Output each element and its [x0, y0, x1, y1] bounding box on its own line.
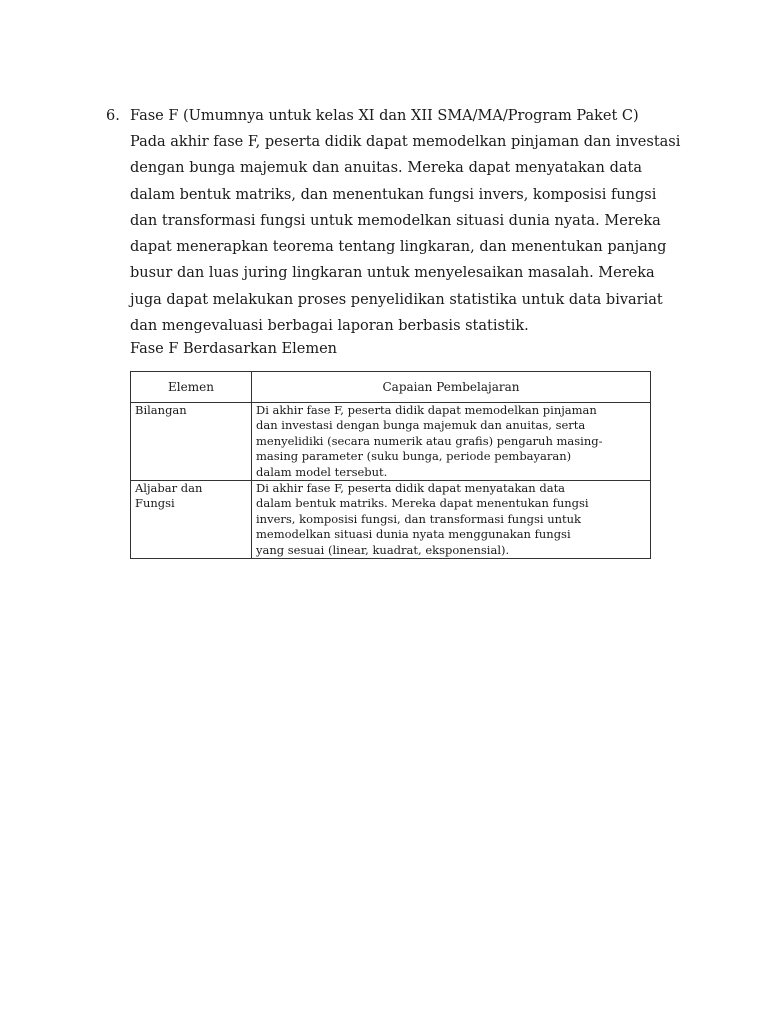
paragraph-line: dengan bunga majemuk dan anuitas. Mereka dapat menyatakan data	[130, 160, 642, 177]
table-row	[131, 481, 651, 559]
section-heading: Fase F (Umumnya untuk kelas XI dan XII SMA/MA/Program Paket C)	[130, 108, 639, 124]
capaian-line: Di akhir fase F, peserta didik dapat menyatakan data	[256, 481, 566, 496]
paragraph-line: dan mengevaluasi berbagai laporan berbasis statistik.	[130, 318, 529, 335]
section-paragraph	[130, 129, 681, 339]
elemen-line: Fungsi	[135, 496, 175, 511]
capaian-line: Di akhir fase F, peserta didik dapat memodelkan pinjaman	[256, 403, 597, 417]
capaian-line: memodelkan situasi dunia nyata menggunakan fungsi	[256, 527, 571, 542]
paragraph-line: dan transformasi fungsi untuk memodelkan situasi dunia nyata. Mereka	[130, 212, 661, 229]
paragraph-line: juga dapat melakukan proses penyelidikan statistika untuk data bivariat	[130, 291, 663, 308]
capaian-line: dalam model tersebut.	[256, 464, 388, 479]
table-caption: Fase F Berdasarkan Elemen	[130, 341, 337, 357]
capaian-line: dalam bentuk matriks. Mereka dapat menentukan fungsi	[256, 496, 589, 511]
cell-capaian	[252, 481, 651, 559]
paragraph-line: dapat menerapkan teorema tentang lingkaran, dan menentukan panjang	[130, 239, 667, 256]
header-elemen: Elemen	[131, 372, 252, 403]
section-number: 6.	[106, 108, 120, 124]
capaian-line: masing parameter (suku bunga, periode pembayaran)	[256, 449, 572, 464]
table-header-row	[131, 372, 651, 403]
capaian-line: dan investasi dengan bunga majemuk dan anuitas, serta	[256, 418, 586, 433]
cell-capaian	[252, 403, 651, 481]
table-row	[131, 403, 651, 481]
capaian-line: yang sesuai (linear, kuadrat, eksponensial).	[256, 542, 510, 557]
paragraph-line: busur dan luas juring lingkaran untuk menyelesaikan masalah. Mereka	[130, 265, 655, 282]
cell-elemen	[131, 481, 252, 559]
paragraph-line: dalam bentuk matriks, dan menentukan fungsi invers, komposisi fungsi	[130, 186, 657, 203]
capaian-line: invers, komposisi fungsi, dan transformasi fungsi untuk	[256, 511, 582, 526]
paragraph-line: Pada akhir fase F, peserta didik dapat memodelkan pinjaman dan investasi	[130, 134, 681, 150]
header-capaian: Capaian Pembelajaran	[252, 372, 651, 403]
capaian-table	[130, 371, 651, 559]
elemen-line: Aljabar dan	[135, 481, 203, 496]
elemen-line: Bilangan	[135, 403, 187, 417]
capaian-line: menyelidiki (secara numerik atau grafis) pengaruh masing-	[256, 433, 603, 448]
cell-elemen	[131, 403, 252, 481]
